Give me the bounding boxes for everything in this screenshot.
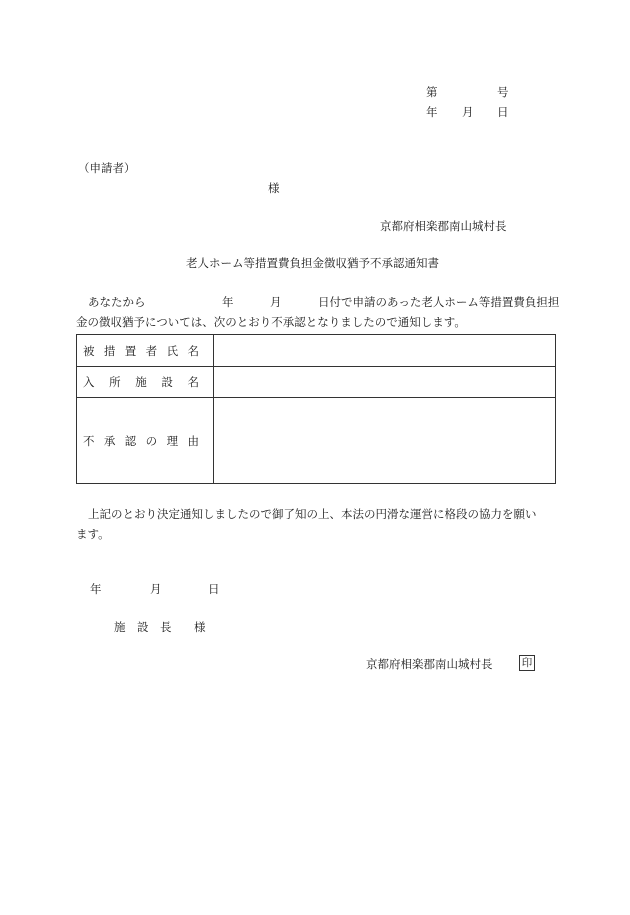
label-insured-name: 被 措 置 者 氏 名 (83, 343, 199, 358)
facility-head-char: 施 (114, 620, 126, 634)
applicant-honorific: 様 (268, 181, 280, 195)
label-rejection-reason: 不 承 認 の 理 由 (83, 433, 199, 448)
label-cell (77, 335, 214, 367)
closing-line1: 上記のとおり決定通知しましたので御了知の上、本法の円滑な運営に格段の協力を願い (88, 507, 537, 521)
table-row (77, 367, 556, 398)
value-insured-name[interactable] (214, 335, 556, 367)
date-month: 月 (462, 105, 474, 119)
closing-line2: ます。 (76, 527, 110, 541)
value-facility-name[interactable] (214, 367, 556, 398)
facility-head-char: 長 (160, 620, 172, 634)
facility-head-honorific: 様 (194, 620, 206, 634)
date-year: 年 (426, 105, 438, 119)
label-facility-name: 入 所 施 設 名 (83, 375, 199, 389)
facility-head-char: 設 (137, 620, 149, 634)
intro-line2: 金の徴収猶予については、次のとおり不承認となりましたので通知します。 (76, 315, 466, 329)
issuer-name: 京都府相楽郡南山城村長 (380, 219, 507, 233)
number-suffix: 号 (497, 85, 509, 99)
value-rejection-reason[interactable] (214, 398, 556, 484)
notice2-issuer: 京都府相楽郡南山城村長 (366, 657, 493, 671)
notice2-day: 日 (208, 582, 220, 596)
seal-mark: 印 (519, 655, 535, 671)
table-row (77, 335, 556, 367)
intro-end: 日付で申請のあった老人ホーム等措置費負担担 (318, 295, 560, 309)
number-prefix: 第 (426, 85, 438, 99)
intro-start: あなたから (88, 295, 146, 309)
intro-month: 月 (270, 295, 282, 309)
info-table (76, 334, 556, 484)
label-cell (77, 367, 214, 398)
applicant-label: （申請者） (78, 161, 136, 175)
notice2-month: 月 (150, 582, 162, 596)
intro-year: 年 (222, 295, 234, 309)
date-day: 日 (497, 105, 509, 119)
label-cell (77, 398, 214, 484)
document-title: 老人ホーム等措置費負担金徴収猶予不承認通知書 (186, 256, 439, 270)
notice2-year: 年 (90, 582, 102, 596)
table-row (77, 398, 556, 484)
